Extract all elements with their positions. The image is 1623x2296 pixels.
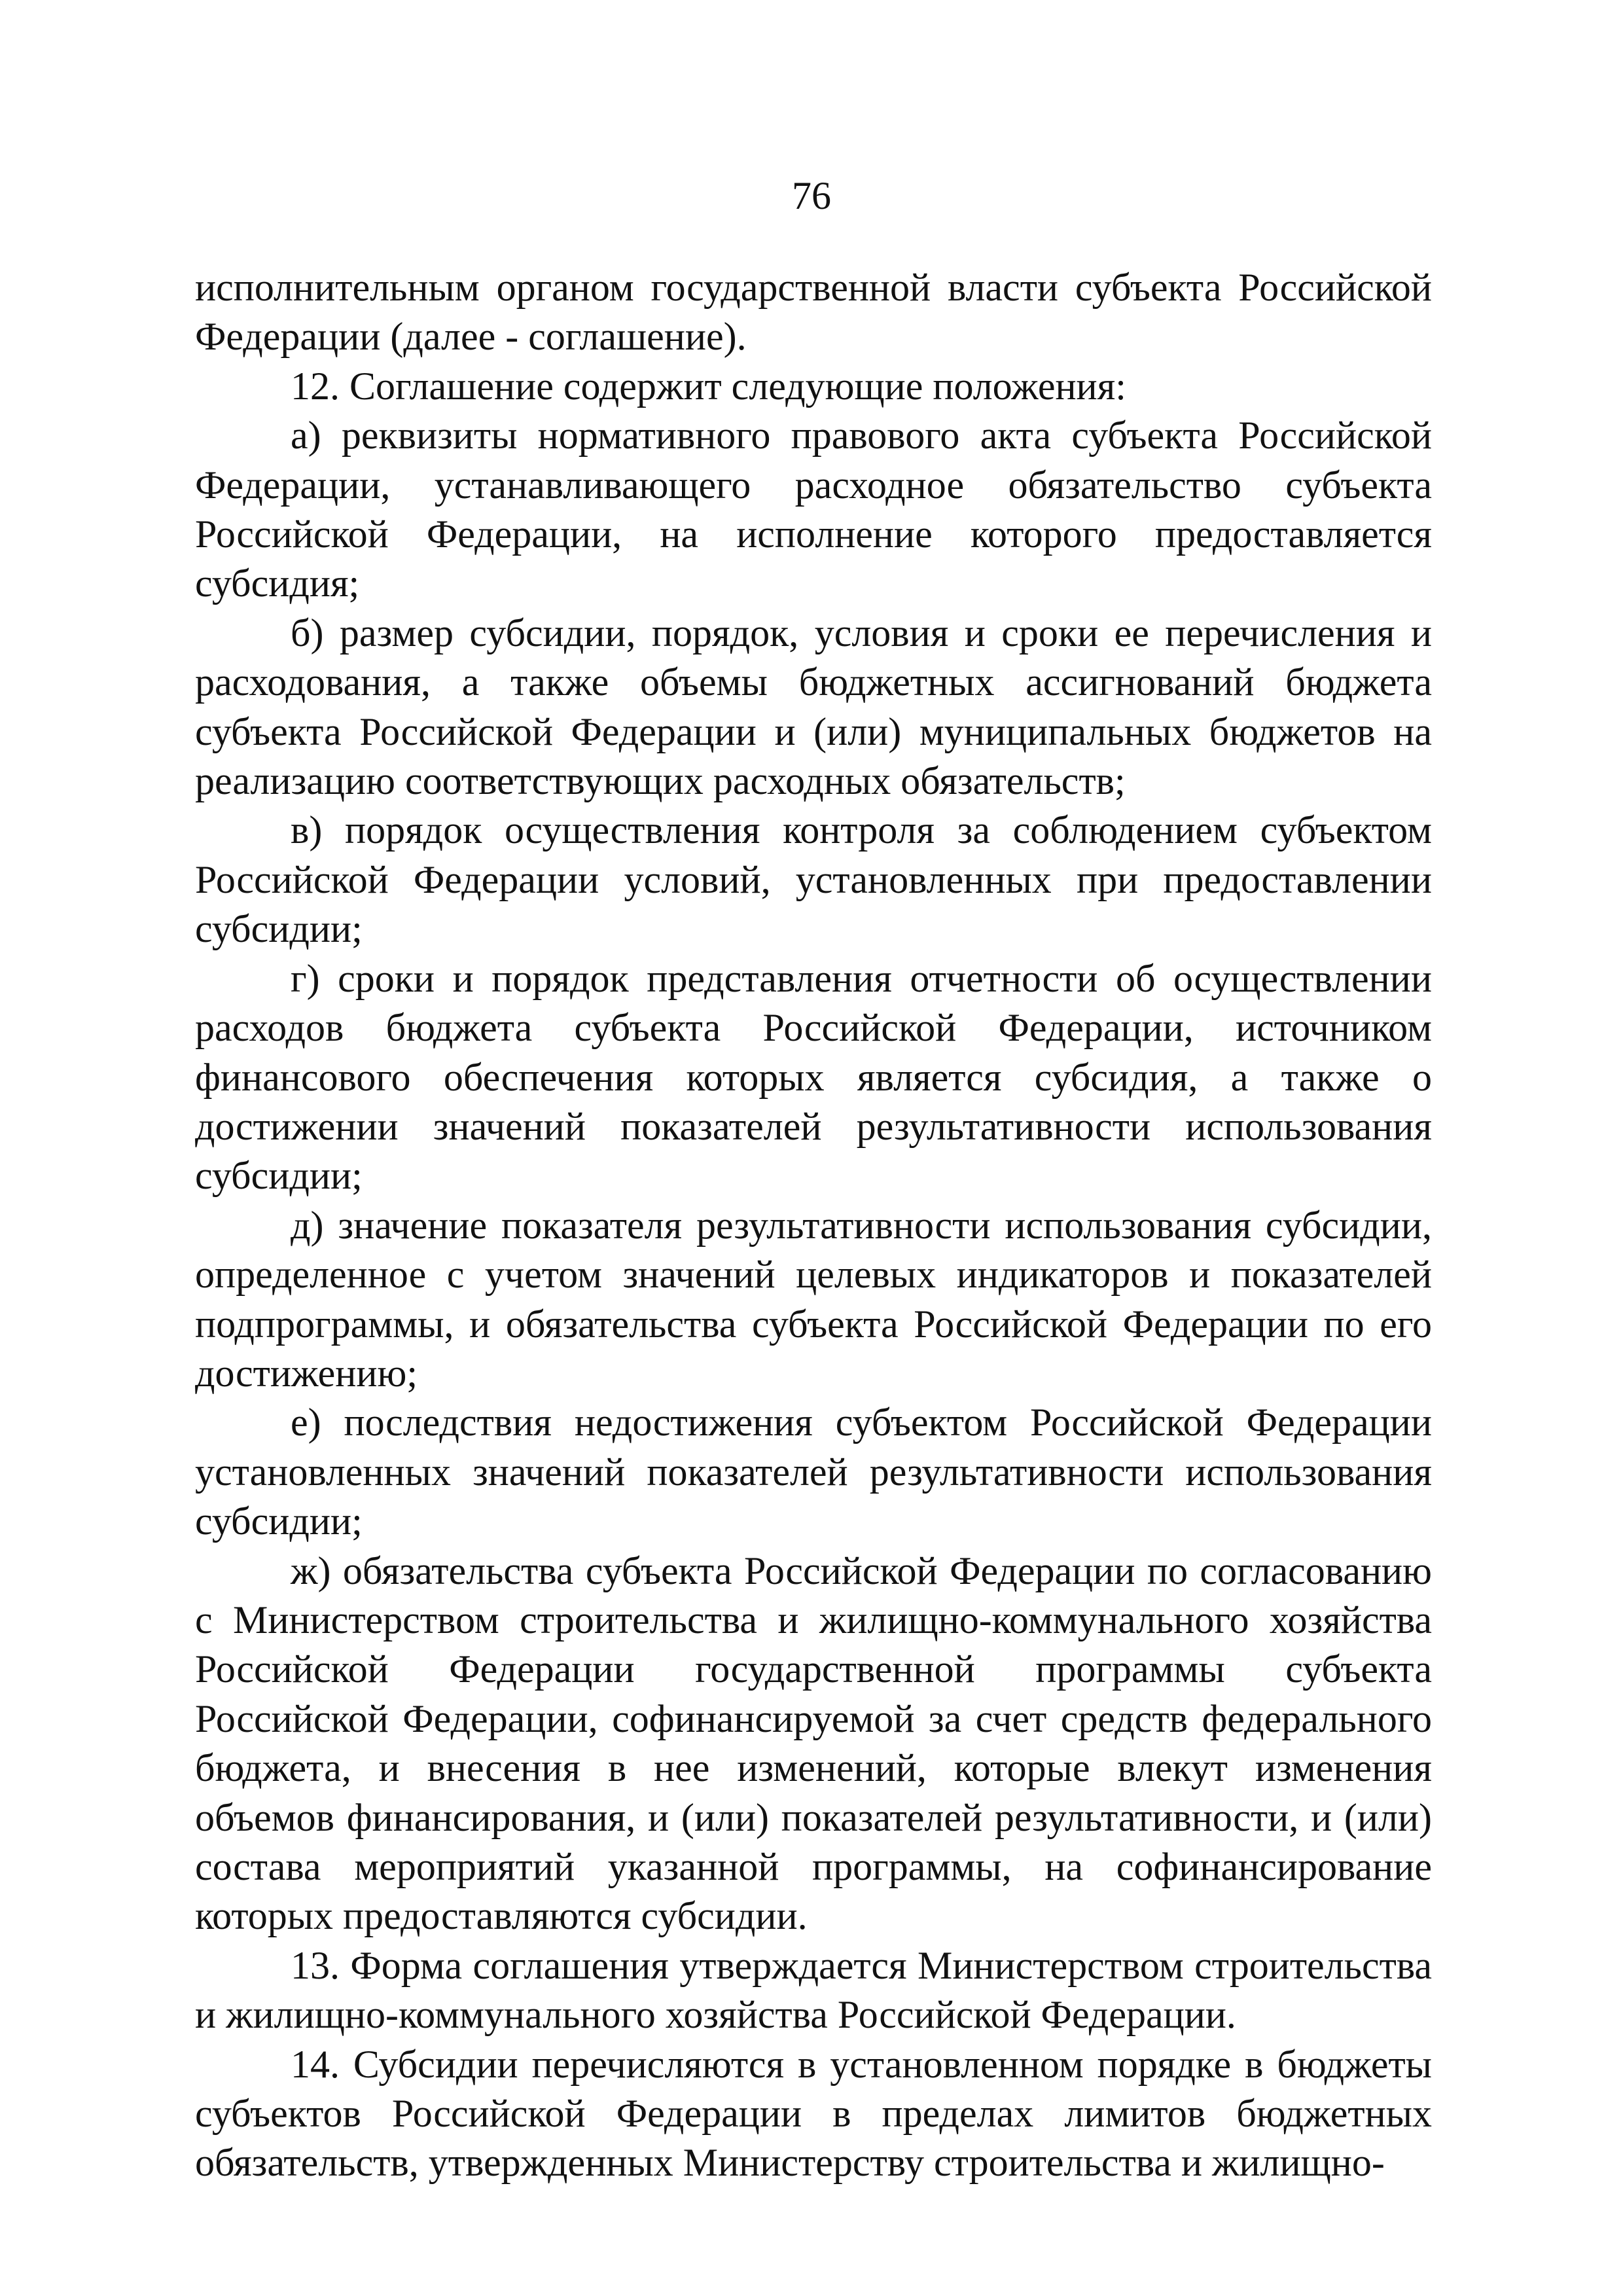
paragraph-12: 12. Соглашение содержит следующие положения:: [291, 364, 1126, 408]
document-body: [195, 263, 1432, 2188]
paragraph-continuation: исполнительным органом государственной власти субъекта Российской Федерации (далее - соглашение).: [195, 266, 1432, 359]
paragraph-12-a: а) реквизиты нормативного правового акта субъекта Российской Федерации, устанавливающего расходное обязательство субъекта Российской Федерации, на исполнение которого предоставляется субсидия;: [195, 414, 1432, 605]
paragraph-12-d: д) значение показателя результативности использования субсидии, определенное с учетом значений целевых индикаторов и показателей подпрограммы, и обязательства субъекта Российской Федерации по его достижению;: [195, 1203, 1432, 1395]
paragraph-14: 14. Субсидии перечисляются в установленном порядке в бюджеты субъектов Российской Федерации в пределах лимитов бюджетных обязательств, утвержденных Министерству строительства и жилищно-: [195, 2042, 1432, 2185]
paragraph-12-b: б) размер субсидии, порядок, условия и сроки ее перечисления и расходования, а также объемы бюджетных ассигнований бюджета субъекта Российской Федерации и (или) муниципальных бюджетов на реализацию соответствующих расходных обязательств;: [195, 611, 1432, 803]
paragraph-12-zh: ж) обязательства субъекта Российской Федерации по согласованию с Министерством строительства и жилищно-коммунального хозяйства Российской Федерации государственной программы субъекта Российской Федерации, софинансируемой за счет средств федерального бюджета, и внесения в нее изменений, которые влекут изменения объемов финансирования, и (или) показателей результативности, и (или) состава мероприятий указанной программы, на софинансирование которых предоставляются субсидии.: [195, 1549, 1432, 1938]
paragraph-13: 13. Форма соглашения утверждается Министерством строительства и жилищно-коммунального хозяйства Российской Федерации.: [195, 1943, 1432, 2037]
paragraph-12-g: г) сроки и порядок представления отчетности об осуществлении расходов бюджета субъекта Российской Федерации, источником финансового обеспечения которых является субсидия, а также о достижении значений показателей результативности использования субсидии;: [195, 956, 1432, 1198]
paragraph-12-e: е) последствия недостижения субъектом Российской Федерации установленных значений показателей результативности использования субсидии;: [195, 1401, 1432, 1543]
page-number: 76: [792, 174, 831, 217]
paragraph-12-v: в) порядок осуществления контроля за соблюдением субъектом Российской Федерации условий, установленных при предоставлении субсидии;: [195, 808, 1432, 951]
